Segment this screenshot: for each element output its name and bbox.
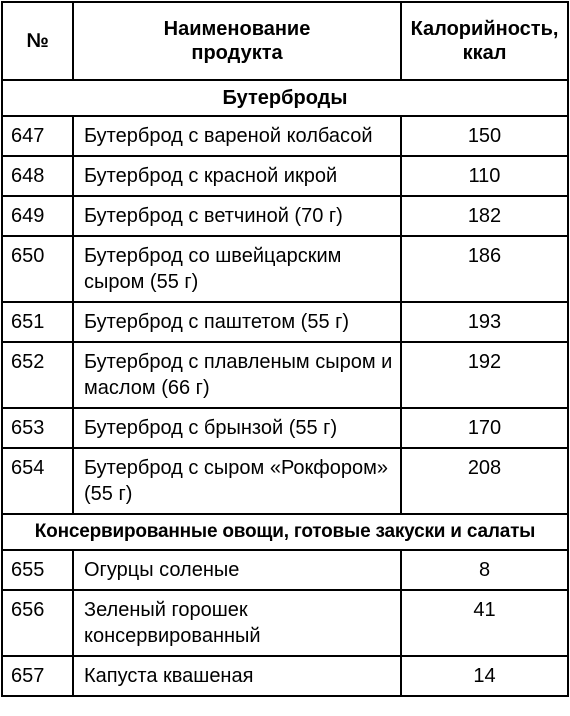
row-number: 648 <box>2 156 73 196</box>
row-calories: 170 <box>401 408 568 448</box>
table-row <box>2 302 568 342</box>
row-product-name: Бутерброд с ветчиной (70 г) <box>73 196 401 236</box>
row-number: 650 <box>2 236 73 302</box>
row-number: 649 <box>2 196 73 236</box>
section-row <box>2 80 568 116</box>
header-product-name-text: Наименование продукта <box>163 18 311 64</box>
header-product-name <box>73 2 401 80</box>
table-row <box>2 236 568 302</box>
row-calories: 182 <box>401 196 568 236</box>
row-product-name: Бутерброд со швейцарским сыром (55 г) <box>73 236 401 302</box>
row-calories: 208 <box>401 448 568 514</box>
row-product-name: Огурцы соленые <box>73 550 401 590</box>
row-product-name: Бутерброд с плавленым сыром и маслом (66 г) <box>73 342 401 408</box>
row-number: 647 <box>2 116 73 156</box>
table-row <box>2 342 568 408</box>
row-number: 654 <box>2 448 73 514</box>
table-row <box>2 656 568 696</box>
row-calories: 8 <box>401 550 568 590</box>
row-product-name: Бутерброд с брынзой (55 г) <box>73 408 401 448</box>
row-calories: 14 <box>401 656 568 696</box>
table-row <box>2 196 568 236</box>
row-product-name: Бутерброд с сыром «Рокфором» (55 г) <box>73 448 401 514</box>
section-row <box>2 514 568 550</box>
section-title: Консервированные овощи, готовые закуски и салаты <box>2 514 568 550</box>
row-product-name: Бутерброд с красной икрой <box>73 156 401 196</box>
row-number: 653 <box>2 408 73 448</box>
table-row <box>2 590 568 656</box>
calorie-table <box>1 1 569 697</box>
table-row <box>2 116 568 156</box>
header-calories <box>401 2 568 80</box>
table-row <box>2 550 568 590</box>
calorie-table-page <box>1 1 567 697</box>
row-calories: 186 <box>401 236 568 302</box>
table-row <box>2 156 568 196</box>
header-number: № <box>2 2 73 80</box>
header-row <box>2 2 568 80</box>
row-calories: 150 <box>401 116 568 156</box>
row-calories: 193 <box>401 302 568 342</box>
row-calories: 192 <box>401 342 568 408</box>
section-title: Бутерброды <box>2 80 568 116</box>
row-calories: 41 <box>401 590 568 656</box>
header-calories-text: Калорийность, ккал <box>410 18 559 64</box>
row-number: 657 <box>2 656 73 696</box>
table-row <box>2 448 568 514</box>
row-number: 651 <box>2 302 73 342</box>
row-calories: 110 <box>401 156 568 196</box>
row-number: 655 <box>2 550 73 590</box>
row-product-name: Бутерброд с вареной колбасой <box>73 116 401 156</box>
row-product-name: Бутерброд с паштетом (55 г) <box>73 302 401 342</box>
row-number: 656 <box>2 590 73 656</box>
row-number: 652 <box>2 342 73 408</box>
row-product-name: Капуста квашеная <box>73 656 401 696</box>
row-product-name: Зеленый горошек консервированный <box>73 590 401 656</box>
table-row <box>2 408 568 448</box>
